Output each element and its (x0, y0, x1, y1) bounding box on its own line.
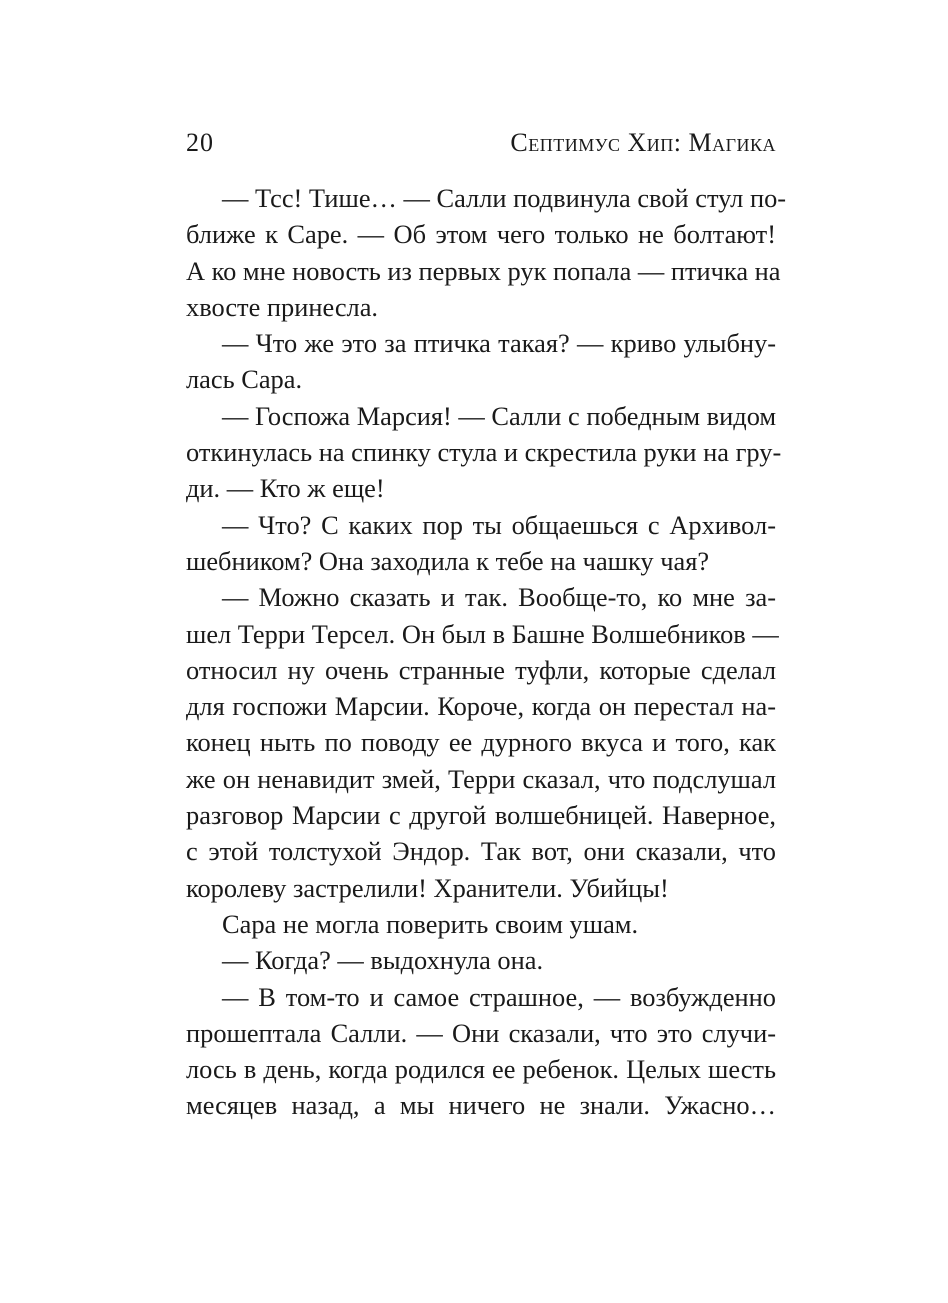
book-title: Септимус Хип: Магика (510, 128, 776, 157)
text-line: относил ну очень странные туфли, которые сделал (186, 654, 776, 685)
text-line: хвосте принесла. (186, 291, 379, 322)
page-number: 20 (186, 128, 214, 157)
text-line: лась Сара. (186, 364, 303, 395)
text-line: лось в день, когда родился ее ребенок. Целых шесть (186, 1054, 776, 1085)
text-line: для госпожи Марсии. Короче, когда он перестал на- (186, 691, 776, 722)
text-line: месяцев назад, а мы ничего не знали. Ужасно… (186, 1090, 776, 1121)
text-line: Сара не могла поверить своим ушам. (222, 908, 639, 939)
text-line: же он ненавидит змей, Терри сказал, что подслушал (186, 763, 776, 794)
text-line: — Когда? — выдохнула она. (222, 945, 544, 976)
text-line: прошептала Салли. — Они сказали, что это случи- (186, 1017, 776, 1048)
text-line: — Что? С каких пор ты общаешься с Архивол- (222, 509, 776, 540)
text-line: — Тсс! Тише… — Салли подвинула свой стул по- (222, 183, 787, 213)
text-line: — Что же это за птичка такая? — криво улыбну- (222, 328, 776, 359)
text-line: королеву застрелили! Хранители. Убийцы! (186, 872, 669, 903)
text-line: — Можно сказать и так. Вообще-то, ко мне за- (222, 582, 776, 613)
text-line: — В том-то и самое страшное, — возбужденно (222, 981, 776, 1012)
body-text (186, 180, 787, 1124)
text-line: ближе к Саре. — Об этом чего только не болтают! (186, 219, 776, 250)
text-line: разговор Марсии с другой волшебницей. Наверное, (186, 800, 776, 831)
text-line: шел Терри Терсел. Он был в Башне Волшебников — (186, 618, 779, 649)
text-line: с этой толстухой Эндор. Так вот, они сказали, что (186, 836, 776, 867)
text-line: откинулась на спинку стула и скрестила руки на гру- (186, 437, 782, 468)
text-line: А ко мне новость из первых рук попала — птичка на (186, 255, 781, 286)
running-head (186, 128, 776, 158)
text-line: шебником? Она заходила к тебе на чашку чая? (186, 545, 710, 576)
text-line: — Госпожа Марсия! — Салли с победным видом (222, 400, 777, 431)
text-line: ди. — Кто ж еще! (186, 473, 385, 504)
text-line: конец ныть по поводу ее дурного вкуса и того, как (186, 727, 776, 758)
